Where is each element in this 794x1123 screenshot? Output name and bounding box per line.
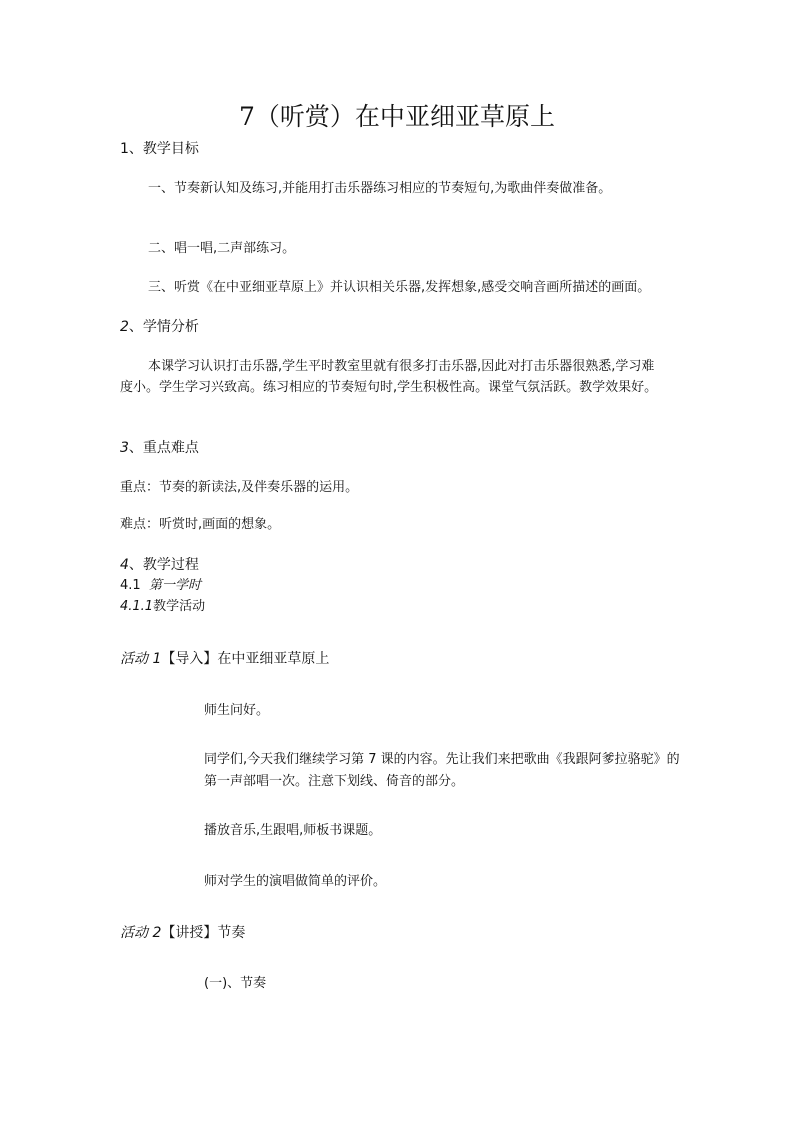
section-2-heading <box>120 318 199 336</box>
section-4-heading <box>120 556 199 574</box>
section-number: 4 <box>120 557 129 573</box>
activity-1-line-1: 师生问好。 <box>204 703 270 718</box>
subsection-number: 4.1 <box>120 578 141 593</box>
section-number: 1 <box>120 141 129 157</box>
section-title: 、教学过程 <box>128 557 199 573</box>
section-title: 、学情分析 <box>128 319 199 335</box>
activity-1-line-4: 师对学生的演唱做简单的评价。 <box>204 874 387 889</box>
activity-name: 在中亚细亚草原上 <box>217 651 330 667</box>
goal-item-2: 二、唱一唱,二声部练习。 <box>148 241 296 256</box>
subsection-label: 教学活动 <box>153 599 206 614</box>
subsection-number: 4.1.1 <box>120 599 154 614</box>
activity-name: 节奏 <box>217 925 246 941</box>
goal-item-1: 一、节奏新认知及练习,并能用打击乐器练习相应的节奏短句,为歌曲伴奏做准备。 <box>148 181 612 196</box>
activity-tag: 【导入】 <box>161 651 218 667</box>
difficult-point: 难点：听赏时,画面的想象。 <box>120 517 281 532</box>
key-point: 重点：节奏的新读法,及伴奏乐器的运用。 <box>120 480 359 495</box>
section-title: 、教学目标 <box>128 141 199 157</box>
activity-tag: 【讲授】 <box>161 925 218 941</box>
activity-2-heading <box>120 924 245 942</box>
section-number: 3 <box>120 440 129 456</box>
subsection-4-1-1 <box>120 598 205 616</box>
section-1-heading <box>120 140 199 158</box>
activity-1-line-3: 播放音乐,生跟唱,师板书课题。 <box>204 823 382 838</box>
section-3-heading <box>120 439 199 457</box>
document-title: 7（听赏）在中亚细亚草原上 <box>239 102 555 131</box>
activity-2-line-1: (一)、节奏 <box>204 976 267 991</box>
section-number: 2 <box>120 319 129 335</box>
activity-1-heading <box>120 650 329 668</box>
goal-item-3: 三、听赏《在中亚细亚草原上》并认识相关乐器,发挥想象,感受交响音画所描述的画面。 <box>148 280 651 295</box>
activity-1-line-2: 同学们,今天我们继续学习第 7 课的内容。先让我们来把歌曲《我跟阿爹拉骆驼》的第一声部唱一次。注意下划线、倚音的部分。 <box>204 752 680 789</box>
analysis-paragraph: 本课学习认识打击乐器,学生平时教室里就有很多打击乐器,因此对打击乐器很熟悉,学习难度小。学生学习兴致高。练习相应的节奏短句时,学生积极性高。课堂气氛活跃。教学效果好。 <box>120 359 658 395</box>
activity-prefix: 活动 2 <box>120 925 162 941</box>
activity-prefix: 活动 1 <box>120 651 162 667</box>
section-title: 、重点难点 <box>128 440 199 456</box>
subsection-label: 第一学时 <box>148 578 201 593</box>
subsection-4-1 <box>120 577 201 595</box>
